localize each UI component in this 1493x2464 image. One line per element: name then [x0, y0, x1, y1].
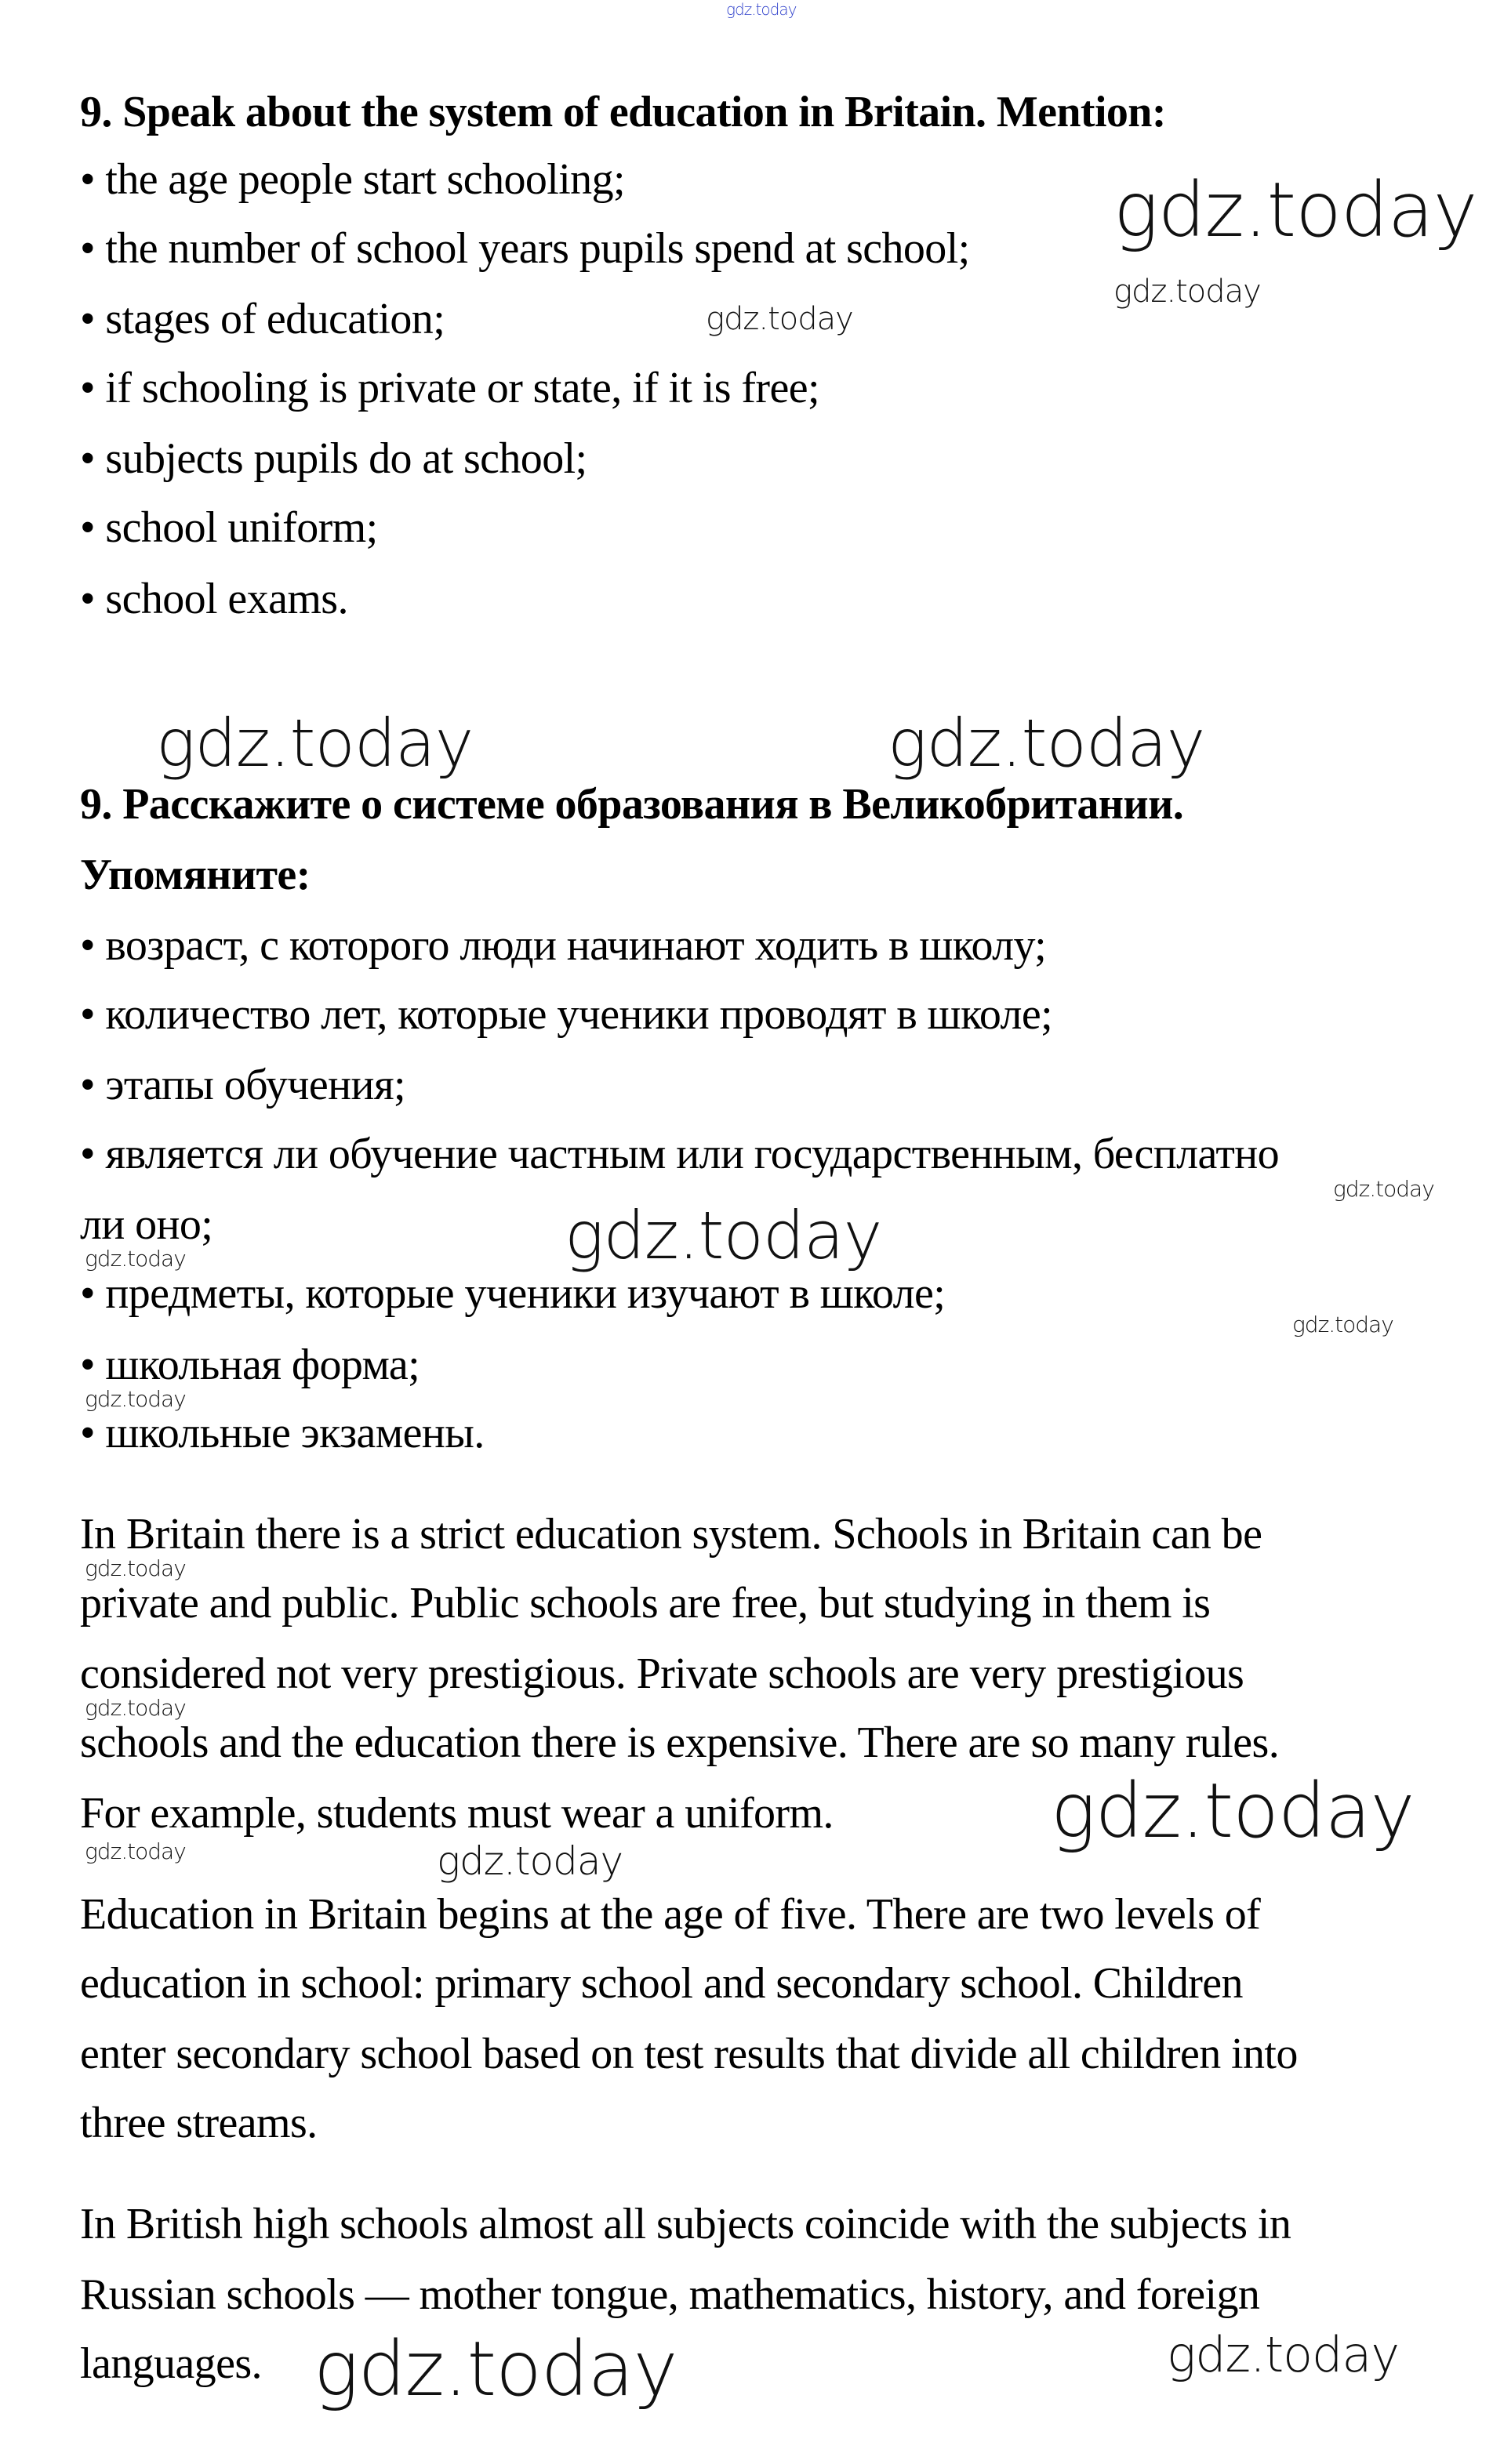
answer-paragraph-1-line: For example, students must wear a uniform. — [80, 1789, 834, 1838]
list-item: • stages of education; — [80, 295, 445, 343]
list-item: • школьные экзамены. — [80, 1409, 485, 1457]
list-item: • if schooling is private or state, if it is free; — [80, 364, 819, 412]
list-item: • school exams. — [80, 575, 348, 623]
answer-paragraph-3-line: In British high schools almost all subjects coincide with the subjects in — [80, 2200, 1291, 2248]
list-item: • является ли обучение частным или государственным, бесплатно — [80, 1130, 1279, 1178]
list-item: • возраст, с которого люди начинают ходить в школу; — [80, 921, 1047, 970]
watermark: gdz.today — [1113, 274, 1261, 310]
watermark: gdz.today — [85, 1555, 186, 1581]
list-item: • предметы, которые ученики изучают в школе; — [80, 1269, 946, 1318]
watermark: gdz.today — [85, 1695, 186, 1721]
watermark: gdz.today — [1292, 1312, 1393, 1337]
list-item: • количество лет, которые ученики проводят в школе; — [80, 990, 1053, 1039]
answer-paragraph-1-line: In Britain there is a strict education system. Schools in Britain can be — [80, 1510, 1262, 1559]
watermark: gdz.today — [706, 301, 853, 337]
list-item-continuation: ли оно; — [80, 1200, 213, 1249]
task-title-ru-line2: Упомяните: — [80, 851, 311, 899]
watermark: gdz.today — [565, 1197, 882, 1274]
answer-paragraph-2-line: education in school: primary school and secondary school. Children — [80, 1959, 1243, 2008]
watermark: gdz.today — [1333, 1176, 1434, 1202]
list-item: • школьная форма; — [80, 1341, 420, 1389]
answer-paragraph-2-line: enter secondary school based on test results that divide all children into — [80, 2030, 1298, 2078]
answer-paragraph-1-line: private and public. Public schools are free, but studying in them is — [80, 1579, 1211, 1628]
answer-paragraph-2-line: three streams. — [80, 2099, 318, 2147]
watermark: gdz.today — [85, 1246, 186, 1272]
answer-paragraph-3-line: Russian schools — mother tongue, mathematics, history, and foreign — [80, 2270, 1260, 2319]
watermark: gdz.today — [314, 2325, 677, 2413]
task-title-en: 9. Speak about the system of education in Britain. Mention: — [80, 88, 1166, 136]
answer-paragraph-1-line: schools and the education there is expensive. There are so many rules. — [80, 1718, 1280, 1767]
watermark: gdz.today — [156, 705, 474, 782]
task-title-ru: 9. Расскажите о системе образования в Великобритании. — [80, 780, 1184, 829]
watermark: gdz.today — [1167, 2326, 1400, 2383]
list-item: • the age people start schooling; — [80, 155, 625, 204]
list-item: • school uniform; — [80, 503, 378, 552]
watermark: gdz.today — [85, 1838, 186, 1864]
watermark: gdz.today — [726, 0, 797, 19]
list-item: • the number of school years pupils spend at school; — [80, 224, 970, 273]
watermark: gdz.today — [1113, 166, 1477, 254]
watermark: gdz.today — [85, 1386, 186, 1412]
watermark: gdz.today — [437, 1838, 623, 1884]
watermark: gdz.today — [1051, 1767, 1415, 1855]
list-item: • этапы обучения; — [80, 1061, 405, 1109]
answer-paragraph-1-line: considered not very prestigious. Private schools are very prestigious — [80, 1649, 1244, 1698]
list-item: • subjects pupils do at school; — [80, 434, 587, 483]
answer-paragraph-2-line: Education in Britain begins at the age of five. There are two levels of — [80, 1890, 1261, 1939]
watermark: gdz.today — [888, 705, 1205, 782]
answer-paragraph-3-line: languages. — [80, 2339, 262, 2388]
